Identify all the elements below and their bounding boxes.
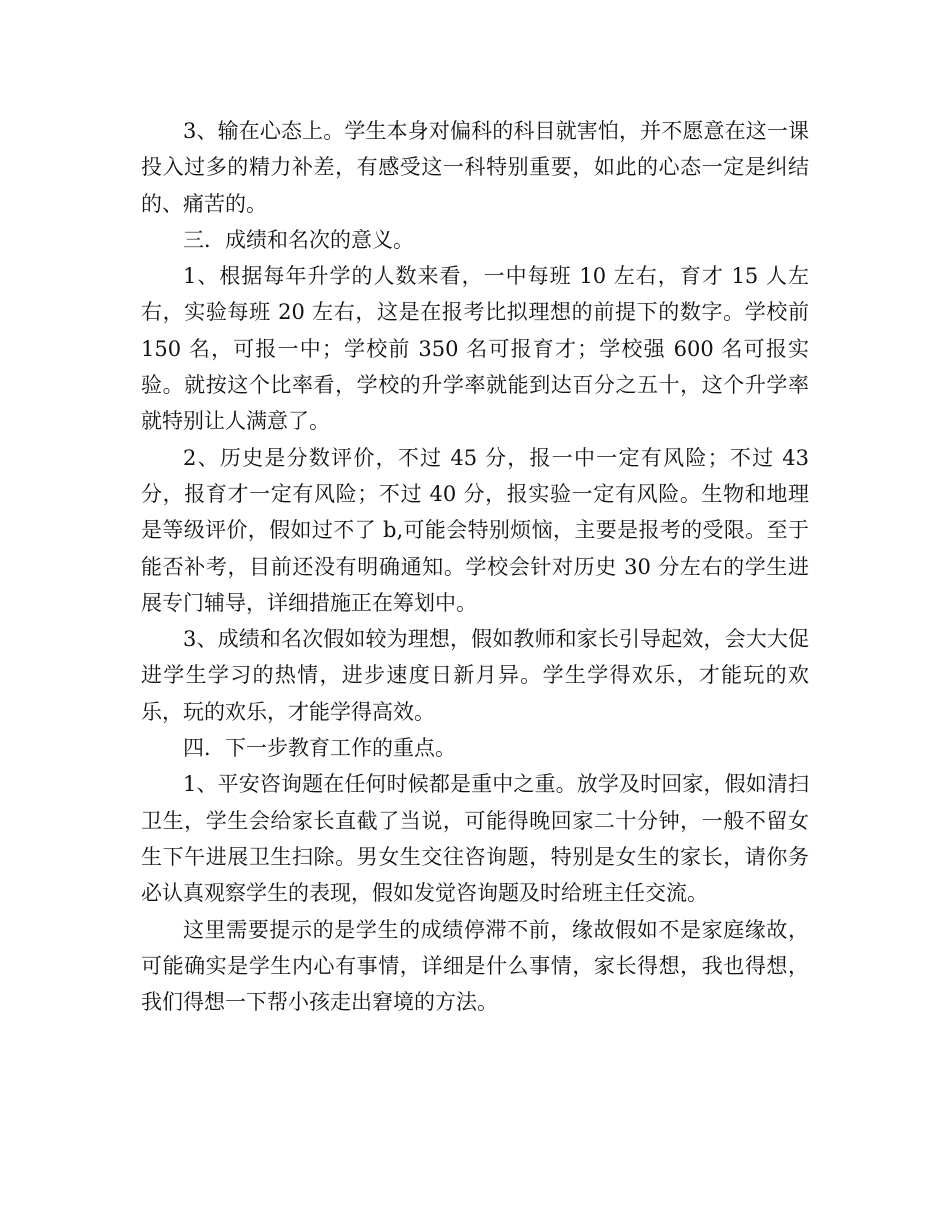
paragraph-ideal-grades: 3、成绩和名次假如较为理想，假如教师和家长引导起效，会大大促进学生学习的热情，进步速度日新月异。学生学得欢乐，才能玩的欢乐，玩的欢乐，才能学得高效。: [141, 627, 809, 724]
paragraph-admission-numbers: 1、根据每年升学的人数来看，一中每班 10 左右，育才 15 人左右，实验每班 20 左右，这是在报考比拟理想的前提下的数字。学校前 150 名，可报一中；学校前 350 名可报育才；学校强 600 名可报实验。就按这个比率看，学校的升学率就能到达百分之五十，这个升学率就特别让人满意了。: [141, 264, 809, 434]
paragraph-history-scores: 2、历史是分数评价，不过 45 分，报一中一定有风险；不过 43 分，报育才一定有风险；不过 40 分，报实验一定有风险。生物和地理是等级评价，假如过不了 b,可能会特别烦恼，主要是报考的受限。至于能否补考，目前还没有明确通知。学校会针对历史 30 分左右的学生进展专门辅导，详细措施正在筹划中。: [141, 445, 809, 615]
paragraph-stagnation: 这里需要提示的是学生的成绩停滞不前，缘故假如不是家庭缘故，可能确实是学生内心有事情，详细是什么事情，家长得想，我也得想，我们得想一下帮小孩走出窘境的方法。: [141, 917, 809, 1015]
paragraph-safety: 1、平安咨询题在任何时候都是重中之重。放学及时回家，假如清扫卫生，学生会给家长直截了当说，可能得晚回家二十分钟，一般不留女生下午进展卫生扫除。男女生交往咨询题，特别是女生的家长，请你务必认真观察学生的表现，假如发觉咨询题及时给班主任交流。: [141, 772, 809, 906]
document-body: [141, 113, 809, 1020]
heading-grades-meaning: 三．成绩和名次的意义。: [183, 227, 414, 252]
paragraph-mindset: 3、输在心态上。学生本身对偏科的科目就害怕，并不愿意在这一课投入过多的精力补差，有感受这一科特别重要，如此的心态一定是纠结的、痛苦的。: [141, 119, 809, 216]
heading-next-steps: 四．下一步教育工作的重点。: [183, 736, 456, 761]
